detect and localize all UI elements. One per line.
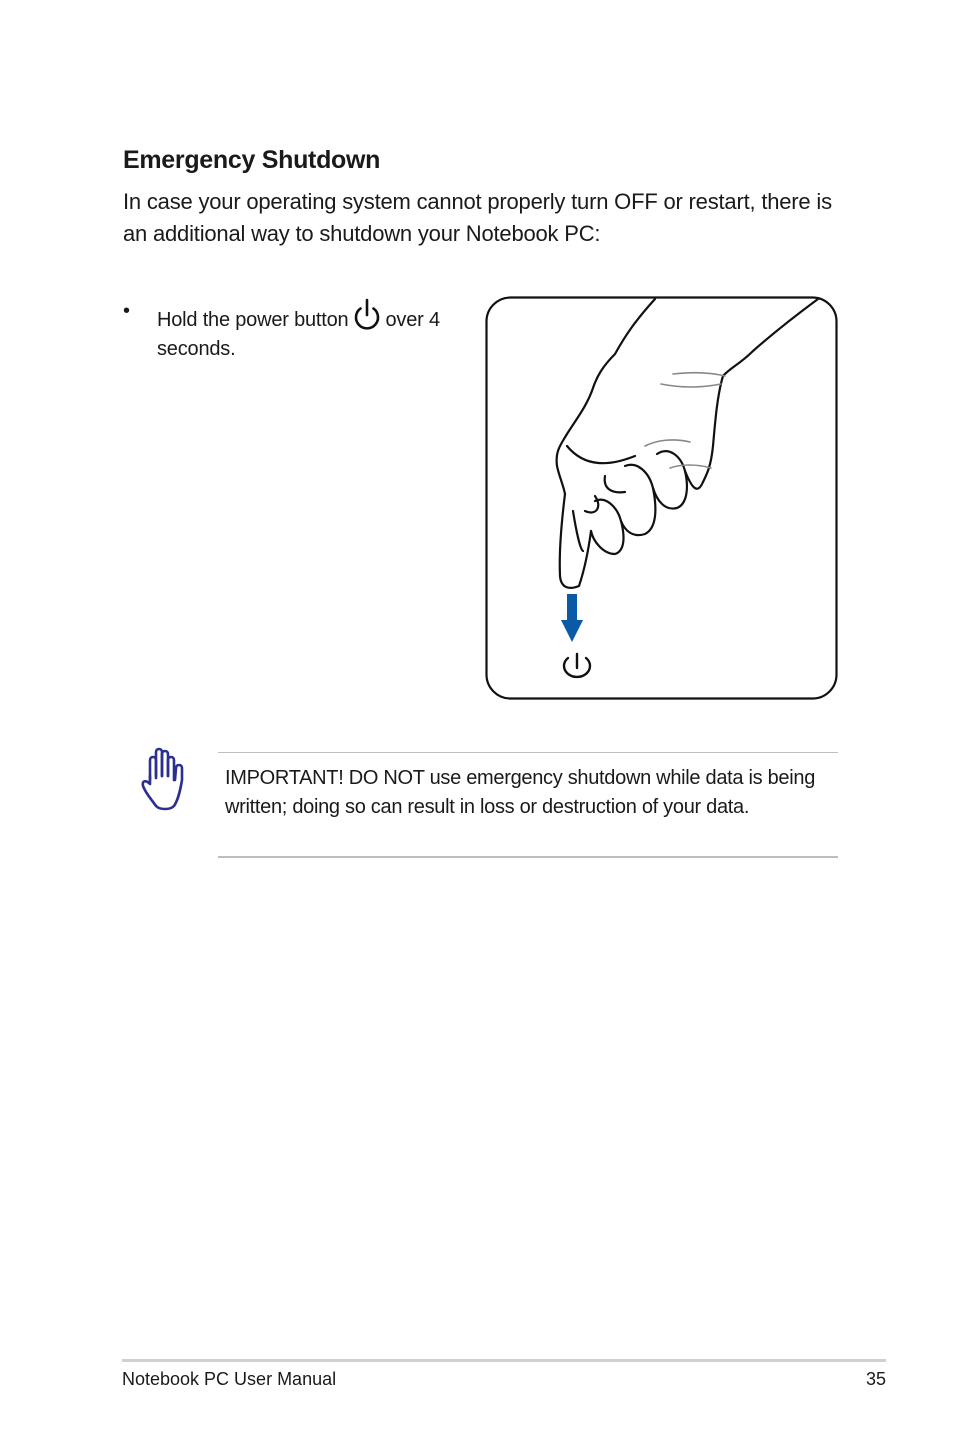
footer-manual-title: Notebook PC User Manual (122, 1369, 337, 1389)
footer-rule (122, 1359, 886, 1362)
section-heading: Emergency Shutdown (123, 146, 381, 174)
raised-hand-warning-icon (140, 746, 188, 812)
note-top-rule (218, 752, 838, 753)
intro-paragraph: In case your operating system cannot properly turn OFF or restart, there is an additional way to shutdown your Notebook PC: (123, 189, 832, 246)
note-bottom-rule (218, 856, 838, 858)
bullet-item (157, 298, 487, 363)
bullet-text-before: Hold the power button (157, 309, 349, 331)
power-icon (352, 298, 382, 332)
important-note: IMPORTANT! DO NOT use emergency shutdown while data is being written; doing so can result in loss or destruction of your data. (225, 767, 816, 818)
press-power-illustration (485, 296, 838, 700)
down-arrow-shaft (567, 594, 577, 622)
bullet-marker: • (123, 300, 131, 322)
page-number: 35 (865, 1369, 886, 1389)
bullet-text-after: over 4 seconds. (157, 309, 440, 360)
